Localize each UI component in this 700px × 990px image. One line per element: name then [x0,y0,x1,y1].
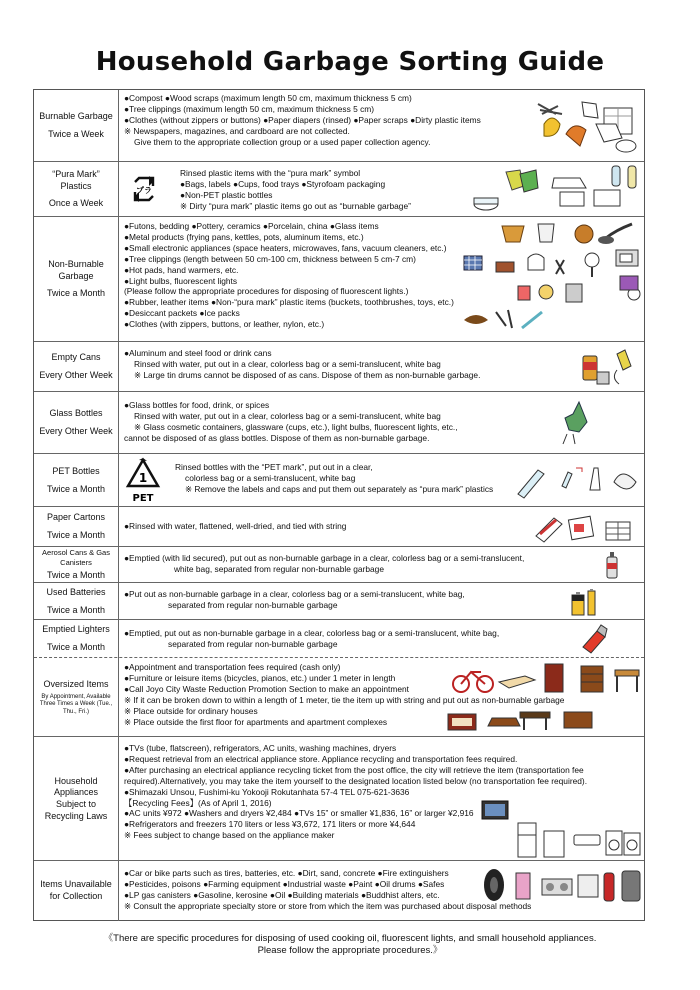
content-line: ●LP gas canisters ●Gasoline, kerosine ●Oil ●Building materials ●Buddhist alters, etc. [124,889,440,900]
category-schedule: Twice a Month [46,530,106,540]
category-name: PET Bottles [52,465,100,476]
tv-illustration [480,799,510,823]
row-emptied-lighters [34,619,644,658]
category-schedule: Every Other Week [39,370,113,380]
content-line: ●Compost ●Wood scraps (maximum length 50 cm, maximum thickness 5 cm) [124,93,412,103]
category-content [124,553,640,575]
content-line: ●Tree clippings (length between 50 cm-100 cm, thickness between 5 cm-7 cm) [124,253,416,264]
category-name: Items Unavailable for Collection [40,879,112,901]
category-name: Used Batteries [46,586,106,597]
category-label [34,217,119,342]
glass-bottle-illustration [559,400,595,448]
content-line: ●Call Joyo City Waste Reduction Promotion Section to make an appointment [124,683,409,694]
content-line: ●Emptied (with lid secured), put out as non-burnable garbage in a clear, colorless bag or a semi-translucent, [124,553,525,563]
content-line: ※ Fees subject to change based on the appliance maker [124,830,335,841]
content-line: Rinsed bottles with the “PET mark”, put out in a clear, [175,462,373,472]
category-label [34,342,119,392]
content-line: ●Request retrieval from an electrical appliance store. Appliance recycling and transportation fees required. [124,753,518,764]
row-paper-cartons [34,506,644,547]
category-name: Oversized Items [43,678,109,689]
content-line: ●Car or bike parts such as tires, batteries, etc. ●Dirt, sand, concrete ●Fire extinguishers [124,868,449,878]
non-burnable-items-illustration [456,220,642,338]
category-content [124,589,640,611]
content-line: ※ Remove the labels and caps and put them out separately as “pura mark” plastics [185,483,494,494]
content-line: ●Bags, labels ●Cups, food trays ●Styrofoam packaging [180,178,386,189]
unavailable-items-illustration [480,865,642,905]
content-line: ※ Consult the appropriate specialty store or store from which the item was purchased about disposal methods [124,900,532,911]
category-schedule: Every Other Week [39,426,113,436]
content-line: ●Pesticides, poisons ●Farming equipment ●Industrial waste ●Paint ●Oil drums ●Safes [124,878,445,889]
content-line: separated from regular non-burnable garbage [168,638,338,649]
content-line: ●Put out as non-burnable garbage in a clear, colorless bag or a semi-translucent, white bag, [124,589,465,599]
row-household-appliances [34,736,644,861]
category-label [34,392,119,454]
content-line: separated from regular non-burnable garbage [168,599,338,610]
content-line: ●Aluminum and steel food or drink cans [124,348,272,358]
furniture-illustration [449,660,641,696]
footer-note [0,933,700,957]
category-schedule: Twice a Month [46,570,106,581]
pura-mark-text: プラ [136,186,152,195]
category-label [34,90,119,161]
category-name: “Pura Mark” Plastics [52,168,100,191]
row-items-unavailable [34,860,644,921]
content-line: ●After purchasing an electrical appliance recycling ticket from the post office, the city will retrieve the item (transportation fee [124,764,584,775]
content-line: ●Furniture or leisure items (bicycles, pianos, etc.) under 1 meter in length [124,672,396,683]
content-line: ●Glass bottles for food, drink, or spices [124,400,270,410]
content-line: white bag, separated from regular non-burnable garbage [174,563,384,574]
footer-line: Please follow the appropriate procedures.》 [257,945,443,956]
content-line: (Please follow the appropriate procedures for disposing of fluorescent lights.) [124,286,409,297]
aerosol-can-illustration [604,550,620,580]
row-non-burnable-garbage [34,216,644,342]
content-line: ●Refrigerators and freezers 170 liters or less ¥3,672, 171 liters or more ¥4,644 [124,819,416,830]
category-name: Burnable Garbage [39,110,113,121]
category-schedule: Twice a Month [46,642,106,652]
category-label [34,583,119,620]
pet-mark-logo [124,457,162,505]
row-oversized-items [34,657,644,737]
content-line: ●Shimazaki Unsou, Fushimi-ku Yokooji Rokutanhata 57-4 TEL 075-621-3636 [124,786,410,797]
content-line: ※ If it can be broken down to within a length of 1 meter, tie the item up with string and put out as non-burnable garbage [124,694,565,705]
row-glass-bottles [34,391,644,454]
row-pet-bottles [34,453,644,507]
category-label [34,162,119,217]
content-line: 【Recycling Fees】(As of April 1, 2016) [124,797,272,808]
category-schedule: Twice a Month [46,288,106,299]
category-content [124,348,640,381]
content-line: ●Small electronic appliances (space heaters, microwaves, fans, vacuum cleaners, etc.) [124,242,447,253]
content-line: required).Alternatively, you may take the item yourself to the designated location listed below (no transportation fee required). [124,775,588,786]
lighter-illustration [579,623,609,655]
content-line: Rinsed with water, put out in a clear, colorless bag or a semi-translucent, white bag [134,410,441,421]
category-label [34,547,119,583]
content-line: ●Desiccant packets ●Ice packs [124,308,240,319]
content-line: ●Appointment and transportation fees required (cash only) [124,662,341,672]
pet-mark-number: 1 [138,471,148,485]
content-line: ※ Place outside the first floor for apartments and apartment complexes [124,716,388,727]
content-line: ●Non-PET plastic bottles [180,189,273,200]
content-line: Rinsed plastic items with the “pura mark” symbol [180,168,361,178]
category-name: Non-Burnable Garbage [48,258,104,281]
paper-cartons-illustration [530,512,640,544]
content-line: ●Tree clippings (maximum length 50 cm, maximum thickness 5 cm) [124,103,375,114]
content-line: colorless bag or a semi-translucent, white bag [185,472,356,483]
category-schedule: Twice a Month [46,604,106,615]
content-line: ●Emptied, put out as non-burnable garbage in a clear, colorless bag or a semi-translucent, white bag, [124,628,500,638]
category-name: Household Appliances Subject to Recycling Laws [44,775,108,821]
content-line: ●Futons, bedding ●Pottery, ceramics ●Porcelain, china ●Glass items [124,221,379,231]
category-label [34,658,119,737]
category-name: Empty Cans [51,352,101,363]
sorting-guide-table [33,89,645,921]
category-name: Paper Cartons [46,512,106,523]
content-line: ●Rinsed with water, flattened, well-dried, and tied with string [124,521,347,531]
page-title: Household Garbage Sorting Guide [95,47,605,77]
row-empty-cans [34,341,644,392]
category-content [124,628,640,650]
furniture-illustration-2 [446,708,596,734]
category-schedule: Twice a Week [48,128,104,139]
plastic-items-illustration [470,164,640,216]
content-line: cannot be disposed of as glass bottles. Dispose of them as non-burnable garbage. [124,432,430,443]
category-name: Emptied Lighters [42,624,110,635]
category-label [34,507,119,547]
content-line: ※ Large tin drums cannot be disposed of as cans. Dispose of them as non-burnable garbage. [134,369,481,380]
content-line: ※ Newspapers, magazines, and cardboard are not collected. [124,125,350,136]
content-line: ※ Dirty “pura mark” plastic items go out as “burnable garbage” [180,200,411,211]
cans-illustration [579,346,639,390]
content-line: Give them to the appropriate collection group or a used paper collection agency. [134,136,431,147]
category-name: Aerosol Cans & Gas Canisters [42,547,110,567]
content-line: ●Metal products (frying pans, kettles, pots, aluminum items, etc.) [124,231,364,242]
row-used-batteries [34,582,644,620]
category-schedule: Twice a Month [46,483,106,494]
content-line: ●AC units ¥972 ●Washers and dryers ¥2,484 ●TVs 15” or smaller ¥1,836, 16” or larger ¥2,916 [124,808,474,819]
content-line: ●TVs (tube, flatscreen), refrigerators, AC units, washing machines, dryers [124,743,397,753]
appliances-illustration [514,819,642,859]
footer-line: 《There are specific procedures for disposing of used cooking oil, fluorescent lights, and small household appliances. [103,933,597,944]
row-burnable-garbage [34,90,644,161]
category-schedule: By Appointment, Available Three Times a Week (Tue., Thu., Fri.) [39,693,113,715]
content-line: ●Light bulbs, fluorescent lights [124,275,238,286]
pura-mark-logo [129,174,159,204]
row-aerosol-cans [34,546,644,583]
content-line: ※ Glass cosmetic containers, glassware (cups, etc.), light bulbs, fluorescent lights, etc., [134,421,458,432]
batteries-illustration [570,587,600,617]
content-line: Rinsed with water, put out in a clear, colorless bag or a semi-translucent, white bag [134,358,441,369]
category-label [34,454,119,507]
row-pura-mark-plastics [34,161,644,217]
burnable-items-illustration [532,94,640,156]
pet-mark-text: PET [132,493,154,504]
content-line: ●Hot pads, hand warmers, etc. [124,264,239,275]
category-label [34,861,119,921]
content-line: ※ Place outside for ordinary houses [124,705,258,716]
category-schedule: Once a Week [48,198,104,209]
category-name: Glass Bottles [49,408,103,419]
content-line: ●Clothes (with zippers, buttons, or leather, nylon, etc.) [124,319,325,330]
pet-bottles-illustration [514,458,640,502]
content-line: ●Rubber, leather items ●Non-“pura mark” plastic items (buckets, toothbrushes, toys, etc.) [124,297,454,308]
content-line: ●Clothes (without zippers or buttons) ●Paper diapers (rinsed) ●Paper scraps ●Dirty plastic items [124,114,481,125]
category-label [34,737,119,861]
category-label [34,620,119,658]
